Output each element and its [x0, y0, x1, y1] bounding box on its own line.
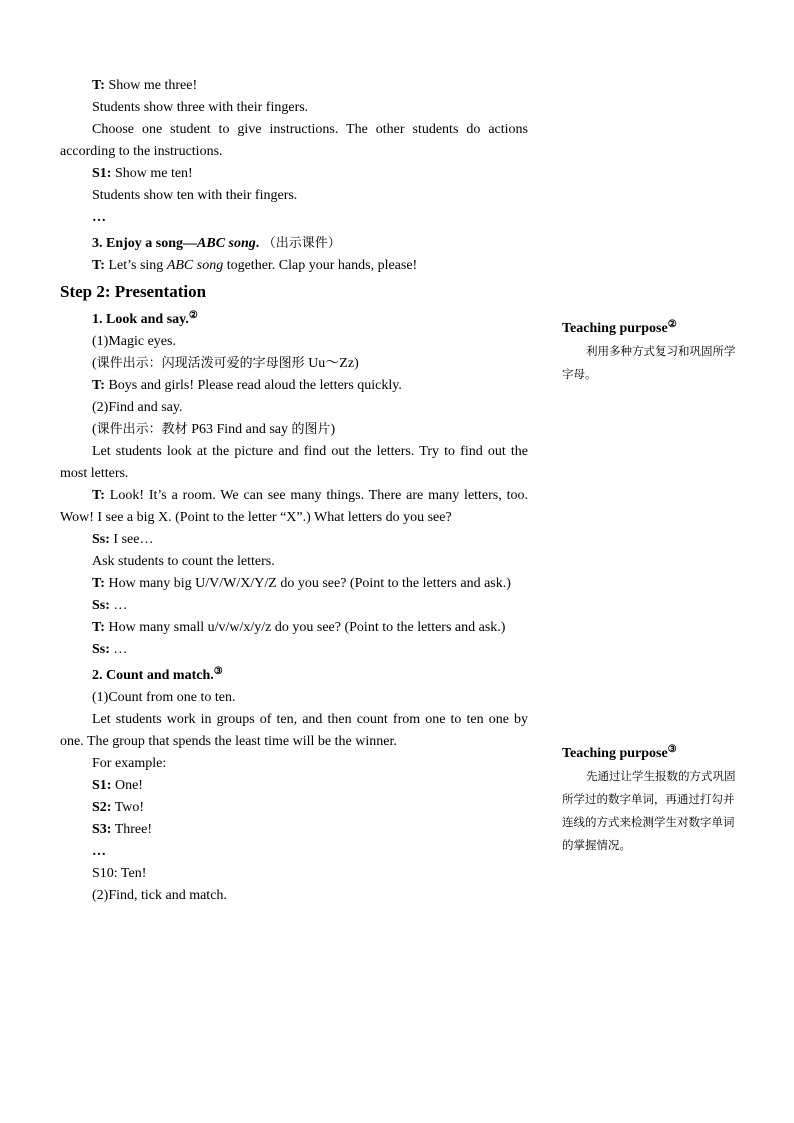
song-title: ABC song	[197, 236, 256, 251]
text: P63 Find and say	[187, 422, 292, 437]
courseware-note: 课件出示：闪现活泼可爱的字母图形	[96, 356, 305, 371]
speaker-label: T:	[92, 620, 105, 635]
dialogue-line	[60, 529, 528, 551]
dialogue-line	[60, 75, 528, 97]
dialogue-line	[60, 775, 528, 797]
section-heading-count-and-match	[60, 661, 528, 687]
dialogue-line	[60, 797, 528, 819]
text: (	[92, 422, 97, 437]
speaker-label: Ss:	[92, 598, 110, 613]
lesson-plan-main-column	[60, 75, 528, 907]
speaker-label: S2:	[92, 800, 112, 815]
heading-text: 2. Count and match.	[92, 668, 214, 683]
instruction-line: Ask students to count the letters.	[92, 554, 275, 569]
courseware-line	[60, 419, 528, 441]
dialogue-text: together. Clap your hands, please!	[223, 258, 418, 273]
speaker-label: S1:	[92, 778, 112, 793]
section-heading-enjoy-song	[60, 233, 528, 255]
dialogue-text: Let’s sing	[104, 258, 167, 273]
dialogue-text: Boys and girls! Please read aloud the letters quickly.	[104, 378, 402, 393]
dialogue-line	[60, 163, 528, 185]
speaker-label: Ss:	[92, 532, 110, 547]
dialogue-line	[60, 485, 528, 529]
dialogue-text: One!	[111, 778, 143, 793]
dialogue-text: …	[109, 598, 128, 613]
dialogue-text: I see…	[109, 532, 154, 547]
teaching-purpose-note-3	[562, 739, 738, 857]
dialogue-text: How many small u/v/w/x/y/z do you see? (Point to the letters and ask.)	[104, 620, 506, 635]
teaching-purpose-note-2	[562, 314, 738, 386]
heading-text: 1. Look and say.	[92, 312, 189, 327]
courseware-note: （出示课件）	[262, 236, 341, 251]
dialogue-line	[60, 375, 528, 397]
footnote-mark: ②	[188, 310, 198, 321]
speaker-label: T:	[92, 78, 105, 93]
speaker-label: T:	[92, 576, 105, 591]
courseware-note: 课件出示：教材	[96, 422, 188, 437]
dialogue-line	[60, 617, 528, 639]
speaker-label: T:	[92, 488, 105, 503]
dialogue-text: How many big U/V/W/X/Y/Z do you see? (Point to the letters and ask.)	[104, 576, 511, 591]
speaker-label: Ss:	[92, 642, 110, 657]
step-2-heading: Step 2: Presentation	[60, 282, 207, 301]
instruction-line: Students show ten with their fingers.	[92, 188, 298, 203]
instruction-line: For example:	[92, 756, 167, 771]
note-body: 先通过让学生报数的方式巩固所学过的数字单词，再通过打勾并连线的方式来检测学生对数字单词的掌握情况。	[562, 769, 736, 852]
speaker-label: S3:	[92, 822, 112, 837]
instruction-paragraph: Let students look at the picture and find out the letters. Try to find out the most letters.	[60, 444, 528, 481]
activity-line: (1)Magic eyes.	[92, 334, 176, 349]
dialogue-line	[60, 819, 528, 841]
speaker-label: T:	[92, 258, 105, 273]
footnote-mark: ②	[667, 319, 677, 330]
note-title-text: Teaching purpose	[562, 746, 668, 761]
note-title-text: Teaching purpose	[562, 321, 668, 336]
dialogue-text: Show me three!	[104, 78, 198, 93]
section-heading-look-and-say	[60, 305, 528, 331]
dialogue-text: Three!	[111, 822, 153, 837]
dialogue-line	[60, 639, 528, 661]
heading-text: 3. Enjoy a song—	[92, 236, 198, 251]
courseware-line	[60, 353, 528, 375]
speaker-label: T:	[92, 378, 105, 393]
courseware-note: 的图片	[291, 422, 331, 437]
song-title: ABC song	[166, 258, 224, 273]
note-title	[562, 739, 738, 765]
dialogue-line: S10: Ten!	[92, 866, 147, 881]
dialogue-text: …	[109, 642, 128, 657]
footnote-mark: ③	[213, 666, 223, 677]
instruction-paragraph: Let students work in groups of ten, and then count from one to ten one by one. The group that spends the least time will be the winner.	[60, 712, 528, 749]
text: )	[330, 422, 336, 437]
activity-line: (2)Find, tick and match.	[92, 888, 227, 903]
dialogue-text: Look! It’s a room. We can see many things. There are many letters, too. Wow! I see a big X. (Point to the letter “X”.) What letters do you see?	[60, 488, 528, 525]
note-body: 利用多种方式复习和巩固所学字母。	[562, 344, 736, 381]
activity-line: (1)Count from one to ten.	[92, 690, 236, 705]
activity-line: (2)Find and say.	[92, 400, 183, 415]
instruction-paragraph: Choose one student to give instructions. The other students do actions according to the instructions.	[60, 122, 528, 159]
ellipsis-line: …	[92, 844, 107, 859]
instruction-line: Students show three with their fingers.	[92, 100, 309, 115]
text: Uu～Zz)	[304, 356, 359, 371]
dialogue-text: Two!	[111, 800, 145, 815]
dialogue-line	[60, 255, 528, 277]
text: (	[92, 356, 97, 371]
ellipsis-line: …	[92, 210, 107, 225]
dialogue-text: Show me ten!	[111, 166, 193, 181]
speaker-label: S1:	[92, 166, 112, 181]
dialogue-line	[60, 595, 528, 617]
dialogue-line	[60, 573, 528, 595]
footnote-mark: ③	[667, 744, 677, 755]
heading-text: .	[255, 236, 260, 251]
note-title	[562, 314, 738, 340]
